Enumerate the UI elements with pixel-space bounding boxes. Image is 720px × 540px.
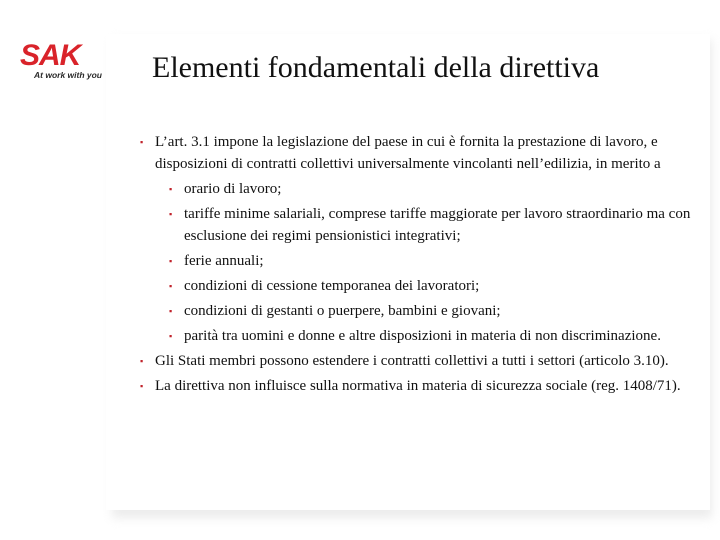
bullet-marker-icon: ▪ bbox=[169, 331, 173, 341]
bullet-item bbox=[140, 350, 706, 372]
sak-logo bbox=[20, 39, 110, 82]
bullet-text: tariffe minime salariali, comprese tariffe maggiorate per lavoro straordinario ma con esclusione dei regimi pensionistici integrativi; bbox=[184, 206, 691, 244]
bullet-text: La direttiva non influisce sulla normativa in materia di sicurezza sociale (reg. 1408/71). bbox=[155, 378, 681, 394]
bullet-marker-icon: ▪ bbox=[169, 306, 173, 316]
bullet-text: parità tra uomini e donne e altre disposizioni in materia di non discriminazione. bbox=[184, 328, 661, 344]
bullet-marker-icon: ▪ bbox=[140, 381, 144, 391]
bullet-text: condizioni di gestanti o puerpere, bambini e giovani; bbox=[184, 303, 501, 319]
logo-tagline: At work with you bbox=[34, 70, 102, 80]
logo-brand: SAK bbox=[20, 39, 81, 72]
bullet-marker-icon: ▪ bbox=[140, 356, 144, 366]
bullet-text: Gli Stati membri possono estendere i contratti collettivi a tutti i settori (articolo 3.10). bbox=[155, 353, 669, 369]
bullet-marker-icon: ▪ bbox=[169, 184, 173, 194]
bullet-text: L’art. 3.1 impone la legislazione del paese in cui è fornita la prestazione di lavoro, e disposizioni di contratti collettivi universalmente vincolanti nell’edilizia, in merito a bbox=[155, 134, 661, 172]
bullet-text: ferie annuali; bbox=[184, 253, 264, 269]
sub-bullet-item bbox=[140, 325, 706, 347]
bullet-marker-icon: ▪ bbox=[169, 256, 173, 266]
sub-bullet-item bbox=[140, 178, 706, 200]
bullet-text: orario di lavoro; bbox=[184, 181, 282, 197]
sub-bullet-item bbox=[140, 300, 706, 322]
sub-bullet-item bbox=[140, 203, 706, 247]
bullet-item bbox=[140, 131, 706, 175]
slide-title: Elementi fondamentali della direttiva bbox=[152, 51, 600, 84]
bullet-marker-icon: ▪ bbox=[140, 137, 144, 147]
bullet-text: condizioni di cessione temporanea dei lavoratori; bbox=[184, 278, 480, 294]
sub-bullet-item bbox=[140, 275, 706, 297]
bullet-item bbox=[140, 375, 706, 397]
bullet-marker-icon: ▪ bbox=[169, 281, 173, 291]
bullet-marker-icon: ▪ bbox=[169, 209, 173, 219]
sub-bullet-item bbox=[140, 250, 706, 272]
bullet-list bbox=[140, 128, 706, 397]
